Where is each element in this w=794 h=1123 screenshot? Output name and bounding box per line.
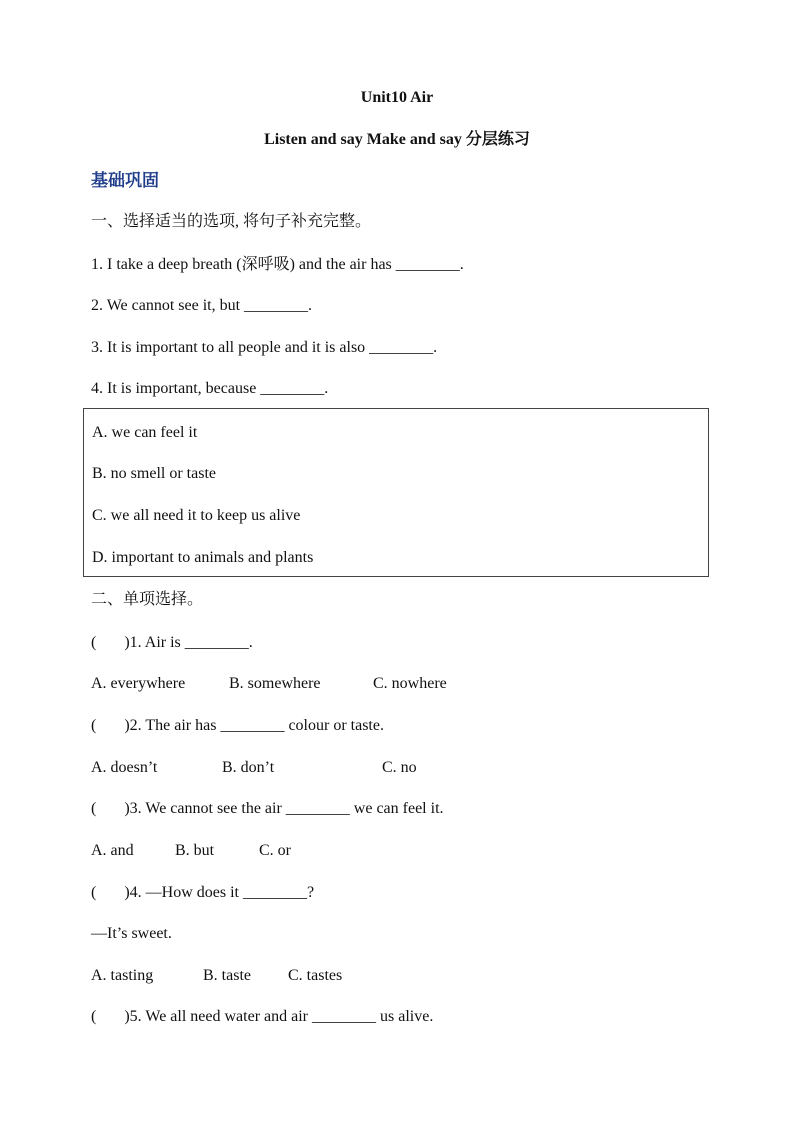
question-4-stem: ( )4. —How does it ________? bbox=[91, 884, 315, 901]
question-1-choice-b: B. somewhere bbox=[229, 675, 321, 692]
section-label: 基础巩固 bbox=[91, 171, 159, 190]
question-5-stem: ( )5. We all need water and air ________ us alive. bbox=[91, 1008, 434, 1025]
option-d: D. important to animals and plants bbox=[92, 549, 314, 566]
question-3-choice-a: A. and bbox=[91, 842, 134, 859]
option-b: B. no smell or taste bbox=[92, 465, 216, 482]
question-3-stem: ( )3. We cannot see the air ________ we can feel it. bbox=[91, 800, 444, 817]
option-a: A. we can feel it bbox=[92, 424, 198, 441]
question-2-choice-a: A. doesn’t bbox=[91, 759, 158, 776]
part1-instruction: 一、选择适当的选项, 将句子补充完整。 bbox=[91, 213, 372, 230]
worksheet-title: Unit10 Air bbox=[360, 89, 434, 106]
options-box bbox=[83, 408, 709, 577]
part2-instruction: 二、单项选择。 bbox=[91, 591, 204, 608]
question-1-choice-a: A. everywhere bbox=[91, 675, 186, 692]
question-4-choice-c: C. tastes bbox=[288, 967, 343, 984]
question-3-choice-c: C. or bbox=[259, 842, 291, 859]
question-2-choice-c: C. no bbox=[382, 759, 417, 776]
question-1-stem: ( )1. Air is ________. bbox=[91, 634, 253, 651]
question-4-choice-b: B. taste bbox=[203, 967, 251, 984]
option-c: C. we all need it to keep us alive bbox=[92, 507, 301, 524]
part1-item-2: 2. We cannot see it, but ________. bbox=[91, 297, 313, 314]
question-4-reply: —It’s sweet. bbox=[91, 925, 172, 942]
question-2-choice-b: B. don’t bbox=[222, 759, 275, 776]
part1-item-1: 1. I take a deep breath (深呼吸) and the air has ________. bbox=[91, 256, 464, 273]
question-4-choice-a: A. tasting bbox=[91, 967, 154, 984]
part1-item-3: 3. It is important to all people and it is also ________. bbox=[91, 339, 438, 356]
question-1-choice-c: C. nowhere bbox=[373, 675, 447, 692]
question-2-stem: ( )2. The air has ________ colour or taste. bbox=[91, 717, 384, 734]
question-3-choice-b: B. but bbox=[175, 842, 215, 859]
worksheet-subtitle: Listen and say Make and say 分层练习 bbox=[264, 131, 530, 148]
part1-item-4: 4. It is important, because ________. bbox=[91, 380, 329, 397]
